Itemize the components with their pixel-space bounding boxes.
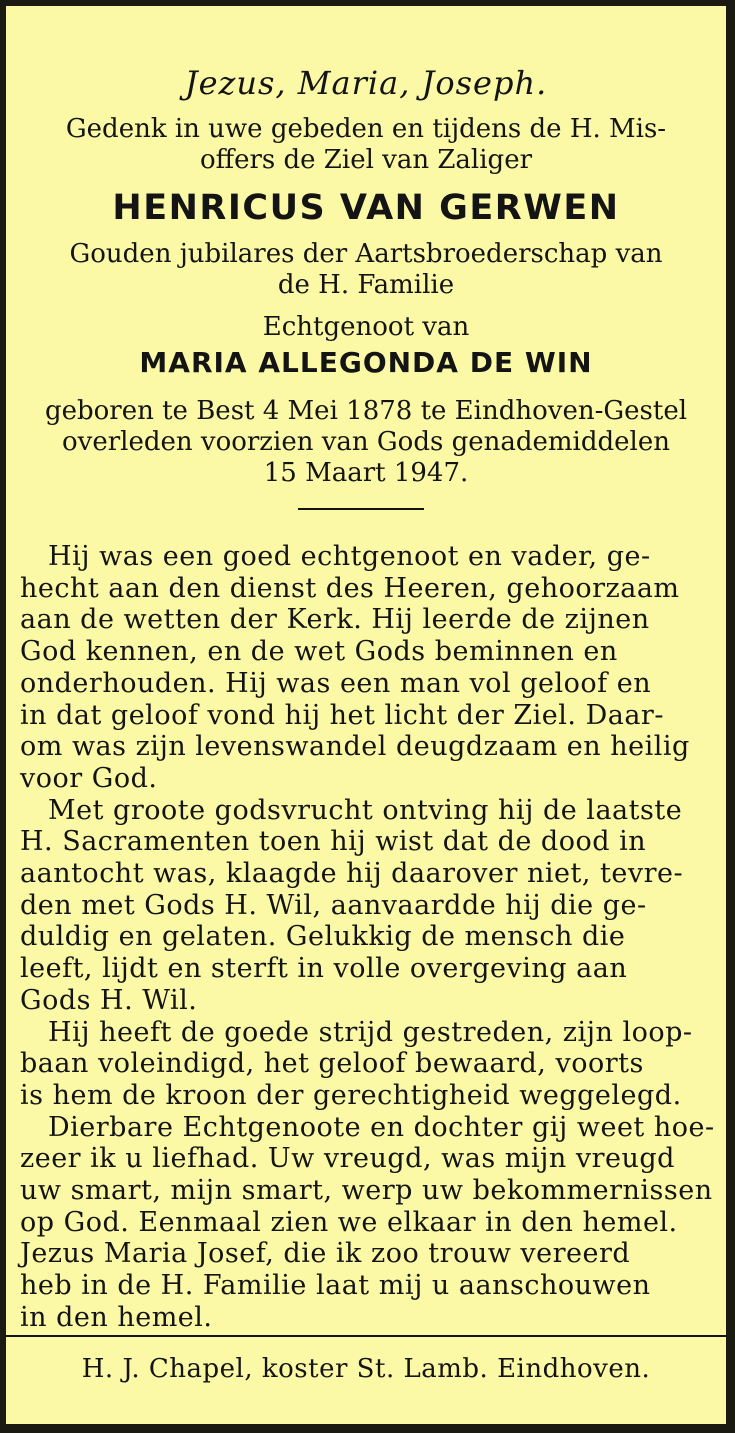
eulogy-line: heb in de H. Familie laat mij u aanschouwen [20,1270,651,1302]
intro-text [6,114,726,176]
eulogy-line: Met groote godsvrucht ontving hij de laatste [48,794,683,826]
footer-divider [6,1335,726,1337]
intro-line: Gedenk in uwe gebeden en tijdens de H. Mis- [65,114,667,144]
eulogy-line: Dierbare Echtgenoote en dochter gij weet hoe- [48,1111,715,1143]
eulogy-line: baan voleindigd, het geloof bewaard, voorts [20,1048,644,1080]
jubilee-text [6,239,726,301]
eulogy-line: onderhouden. Hij was een man vol geloof en [20,667,652,699]
jubilee-line: Gouden jubilares der Aartsbroederschap van [69,239,663,269]
eulogy-text [6,541,726,1334]
eulogy-line: Hij heeft de goede strijd gestreden, zijn loop- [48,1016,693,1048]
eulogy-line: aantocht was, klaagde hij daarover niet, tevre- [20,858,684,890]
deceased-name: HENRICUS VAN GERWEN [112,188,620,228]
eulogy-line: den met Gods H. Wil, aanvaardde hij die ge- [20,889,647,921]
printer-credit: H. J. Chapel, koster St. Lamb. Eindhoven. [81,1354,651,1384]
eulogy-line: in dat geloof vond hij het licht der Ziel. Daar- [20,699,664,731]
eulogy-line: leeft, lijdt en sterft in volle overgeving aan [20,953,628,985]
intro-line: offers de Ziel van Zaliger [199,145,533,175]
eulogy-line: in den hemel. [20,1301,213,1333]
eulogy-line: is hem de kroon der gerechtigheid weggelegd. [20,1079,682,1111]
life-line: 15 Maart 1947. [263,458,469,488]
eulogy-line: duldig en gelaten. Gelukkig de mensch die [20,921,626,953]
eulogy-line: Hij was een goed echtgenoot en vader, ge- [48,541,651,572]
short-divider [298,508,424,510]
eulogy-line: hecht aan den dienst des Heeren, gehoorzaam [20,572,680,604]
card-heading: Jezus, Maria, Joseph. [184,64,548,102]
life-line: geboren te Best 4 Mei 1878 te Eindhoven-Gestel [44,396,688,426]
spouse-name: MARIA ALLEGONDA DE WIN [139,346,593,379]
eulogy-line: zeer ik u liefhad. Uw vreugd, was mijn vreugd [20,1143,675,1175]
spouse-label: Echtgenoot van [262,312,470,342]
jubilee-line: de H. Familie [277,270,455,300]
eulogy-line: aan de wetten der Kerk. Hij leerde de zijnen [20,604,650,636]
memorial-card [6,6,726,1424]
eulogy-line: Gods H. Wil. [20,984,198,1016]
eulogy-line: voor God. [20,762,158,794]
eulogy-line: uw smart, mijn smart, werp uw bekommernissen [20,1175,713,1207]
life-line: overleden voorzien van Gods genademiddelen [61,427,670,457]
eulogy-line: op God. Eenmaal zien we elkaar in den hemel. [20,1206,678,1238]
eulogy-line: om was zijn levenswandel deugdzaam en heilig [20,731,690,763]
life-dates [6,396,726,489]
eulogy-line: God kennen, en de wet Gods beminnen en [20,636,618,668]
eulogy-line: H. Sacramenten toen hij wist dat de dood in [20,826,647,858]
eulogy-line: Jezus Maria Josef, die ik zoo trouw vereerd [20,1238,631,1270]
